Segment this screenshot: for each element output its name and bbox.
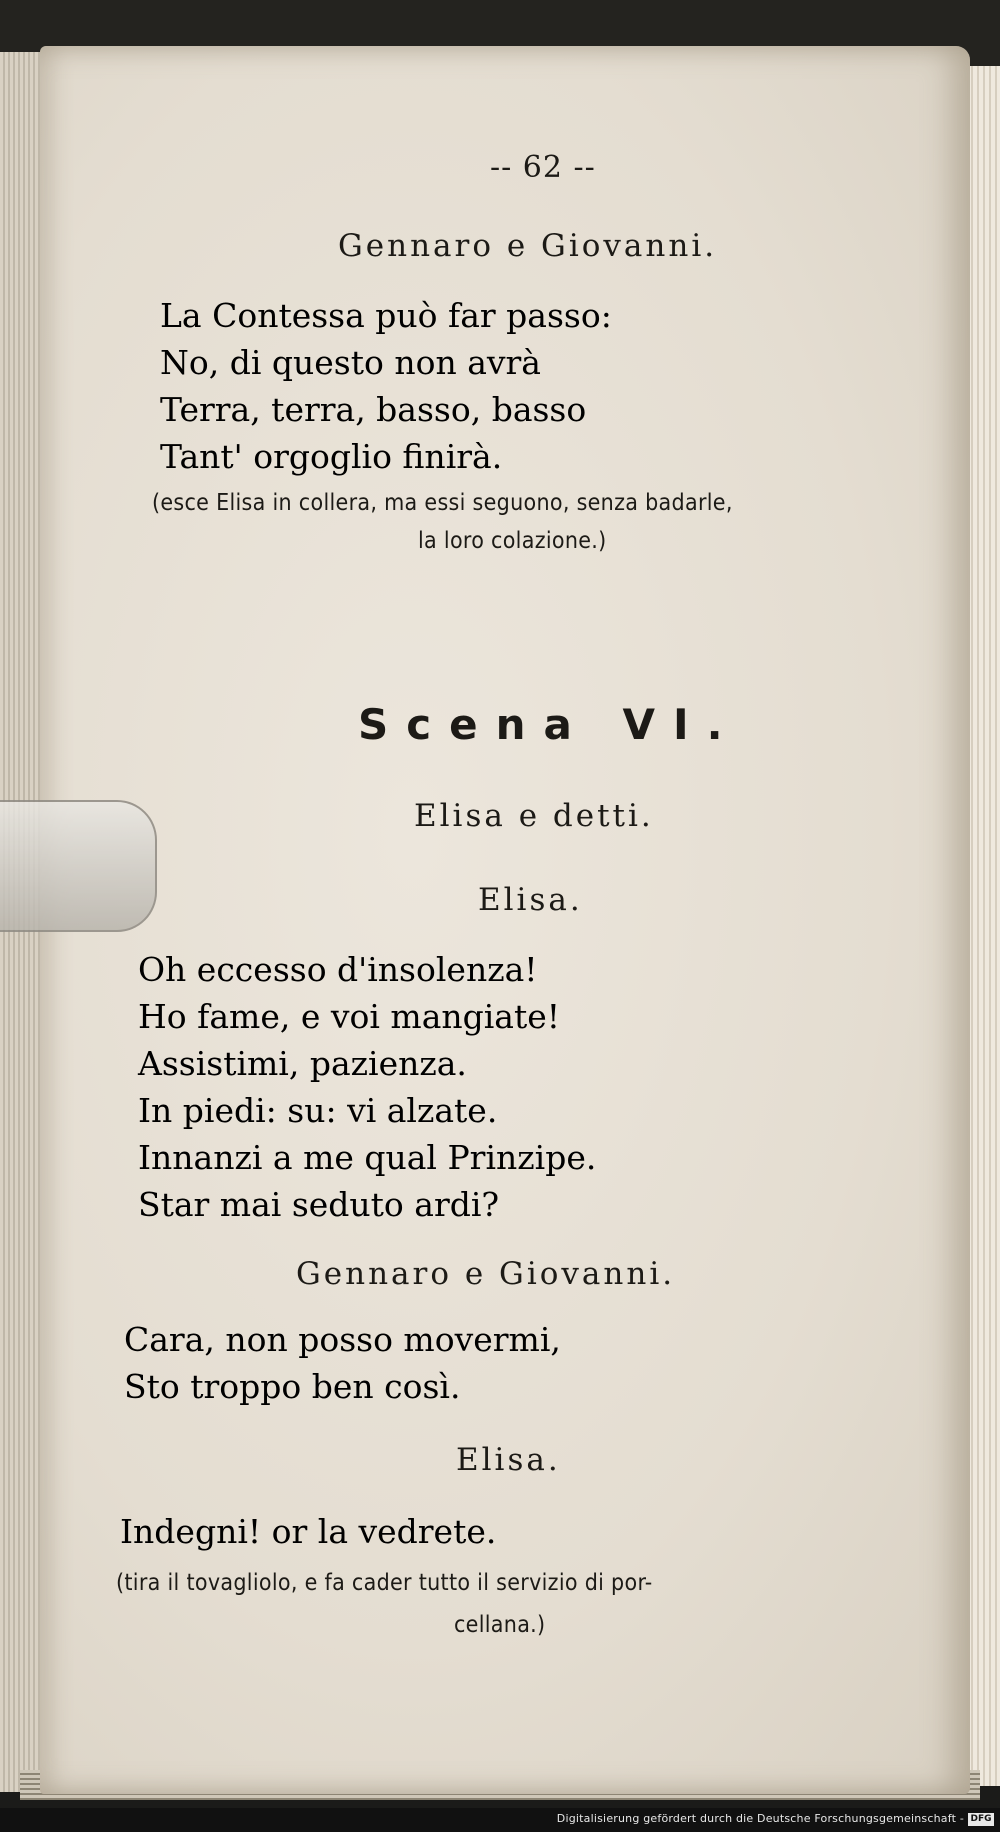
footer-credit: Digitalisierung gefördert durch die Deutsche Forschungsgemeinschaft - <box>556 1812 964 1825</box>
verse-line: Sto troppo ben così. <box>124 1367 461 1406</box>
speaker-heading-gennaro-giovanni: Gennaro e Giovanni. <box>296 1256 676 1292</box>
speaker-heading-gennaro-giovanni: Gennaro e Giovanni. <box>338 228 718 264</box>
page-number: -- 62 -- <box>490 150 596 185</box>
verse-block-3 <box>124 1316 561 1410</box>
scene-characters: Elisa e detti. <box>414 798 654 834</box>
verse-block-2 <box>138 946 596 1228</box>
stage-direction: la loro colazione.) <box>418 528 607 554</box>
stage-direction: (esce Elisa in collera, ma essi seguono, senza badarle, <box>152 490 733 516</box>
verse-line: Star mai seduto ardi? <box>138 1185 500 1224</box>
verse-line: Terra, terra, basso, basso <box>160 390 587 429</box>
scene-title: Scena VI. <box>358 700 741 749</box>
dfg-logo: DFG <box>968 1813 994 1826</box>
stage-direction: cellana.) <box>454 1612 546 1638</box>
stage-direction: (tira il tovagliolo, e fa cader tutto il servizio di por- <box>116 1570 653 1596</box>
verse-line: Oh eccesso d'insolenza! <box>138 950 538 989</box>
verse-line: Assistimi, pazienza. <box>138 1044 467 1083</box>
speaker-heading-elisa: Elisa. <box>456 1442 561 1478</box>
speaker-heading-elisa: Elisa. <box>478 882 583 918</box>
page-clip <box>0 800 157 932</box>
verse-line: In piedi: su: vi alzate. <box>138 1091 498 1130</box>
verse-line: Indegni! or la vedrete. <box>120 1512 497 1551</box>
verse-line: Cara, non posso movermi, <box>124 1320 561 1359</box>
verse-line: Ho fame, e voi mangiate! <box>138 997 561 1036</box>
verse-block-4 <box>120 1508 496 1555</box>
verse-line: La Contessa può far passo: <box>160 296 612 335</box>
verse-line: Tant' orgoglio finirà. <box>160 437 503 476</box>
verse-line: No, di questo non avrà <box>160 343 541 382</box>
verse-block-1 <box>160 292 612 480</box>
verse-line: Innanzi a me qual Prinzipe. <box>138 1138 597 1177</box>
